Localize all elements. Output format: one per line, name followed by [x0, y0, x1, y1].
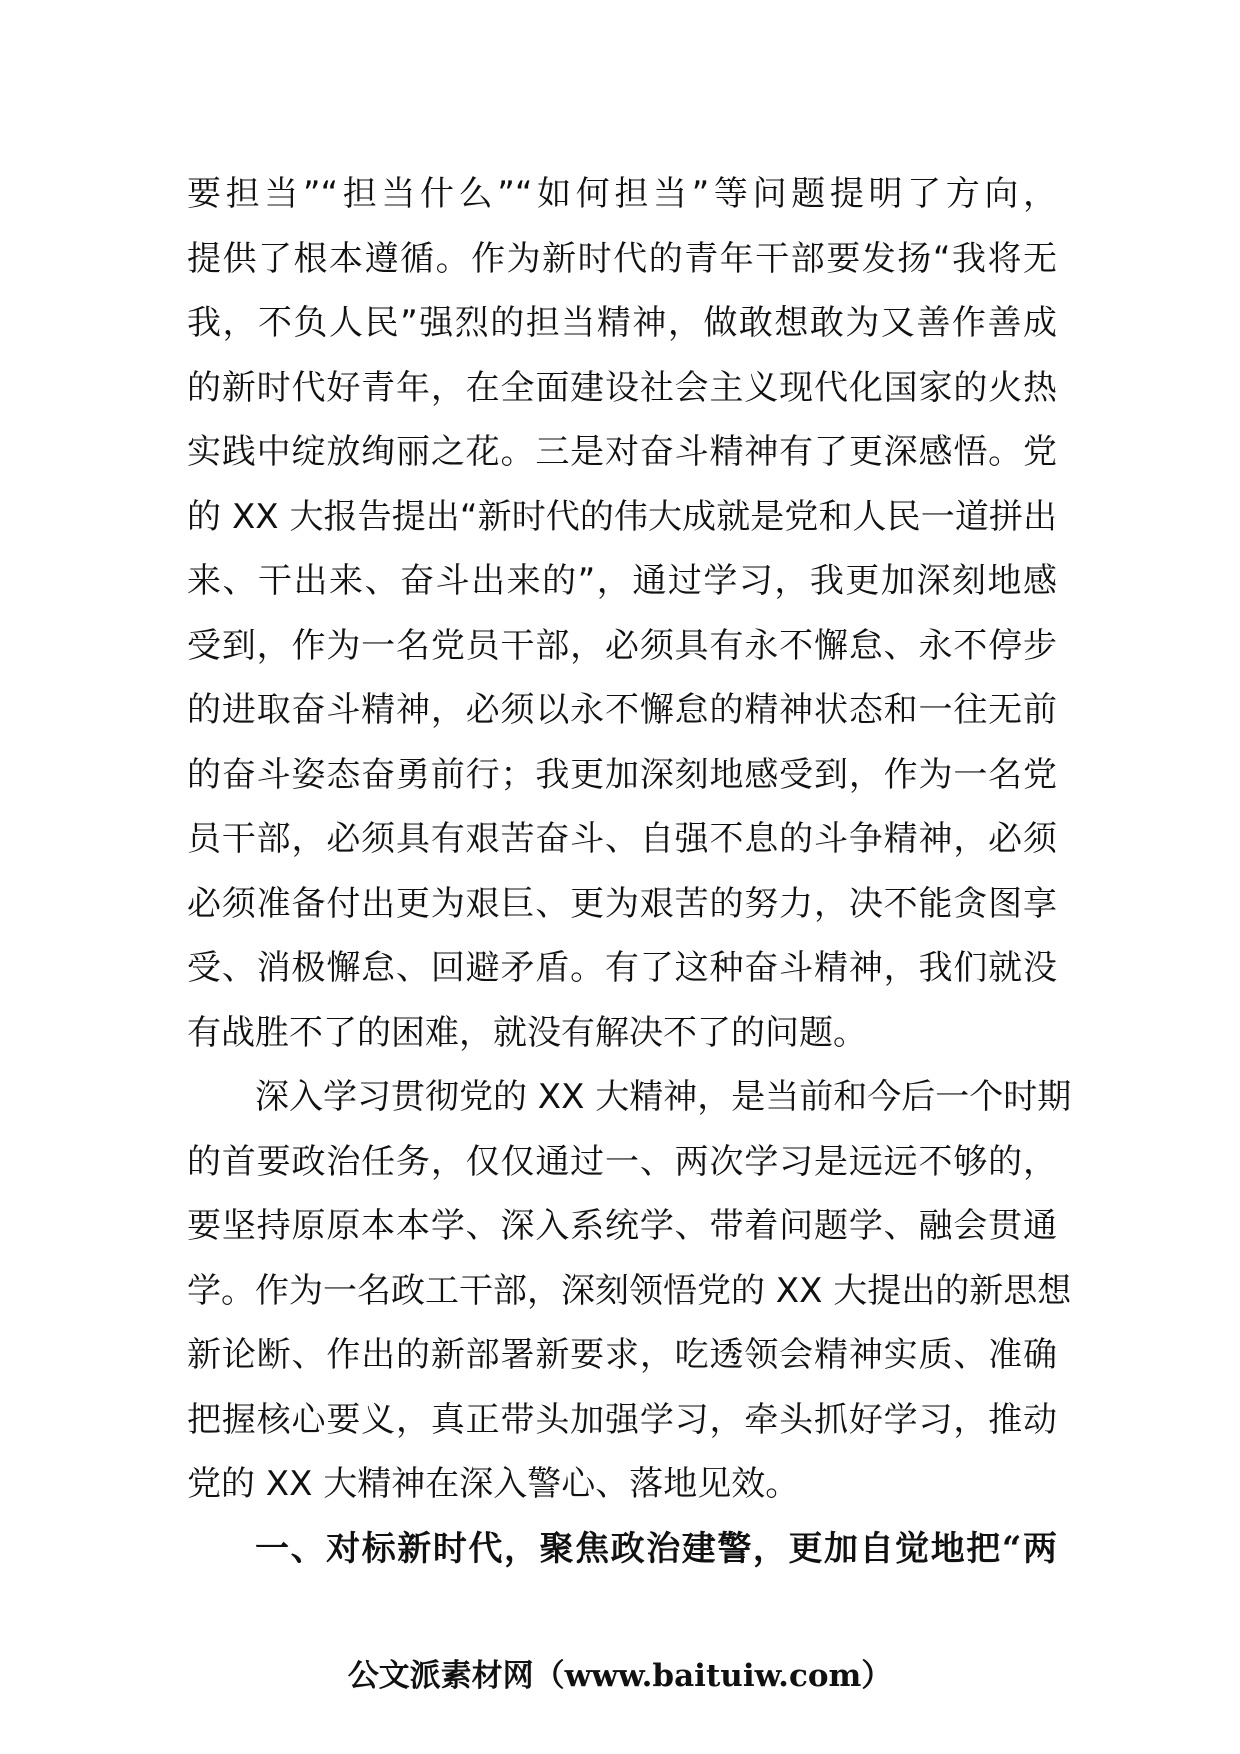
paragraph-line: 必须准备付出更为艰巨、更为艰苦的努力，决不能贪图享: [187, 883, 1057, 924]
section-heading-text: 一、对标新时代，聚焦政治建警，更加自觉地把“两: [255, 1528, 1057, 1569]
document-body: [187, 162, 1072, 1581]
paragraph-line: 党的 XX 大精神在深入警心、落地见效。: [187, 1464, 800, 1504]
paragraph-line: 学。作为一名政工干部，深刻领悟党的 XX 大提出的新思想: [187, 1270, 1072, 1311]
paragraph-line: 员干部，必须具有艰苦奋斗、自强不息的斗争精神，必须: [187, 819, 1057, 859]
section-heading: [187, 1517, 1057, 1582]
paragraph-line: 来、干出来、奋斗出来的”，通过学习，我更加深刻地感: [187, 561, 1057, 601]
paragraph-2: [187, 1065, 1072, 1517]
paragraph-line: 要坚持原原本本学、深入系统学、带着问题学、融会贯通: [187, 1206, 1057, 1246]
paragraph-line: 受、消极懈怠、回避矛盾。有了这种奋斗精神，我们就没: [187, 948, 1057, 988]
paragraph-line: 有战胜不了的困难，就没有解决不了的问题。: [187, 1012, 867, 1053]
paragraph-line: 新论断、作出的新部署新要求，吃透领会精神实质、准确: [187, 1335, 1057, 1375]
footer-watermark: 公文派素材网（www.baituiw.com）: [347, 1658, 893, 1694]
paragraph-1: [187, 162, 1057, 1065]
paragraph-line: 提供了根本遵循。作为新时代的青年干部要发扬“我将无: [187, 238, 1057, 279]
paragraph-line: 把握核心要义，真正带头加强学习，牵头抓好学习，推动: [187, 1399, 1057, 1440]
paragraph-line: 的新时代好青年，在全面建设社会主义现代化国家的火热: [187, 367, 1057, 408]
paragraph-line: 的 XX 大报告提出“新时代的伟大成就是党和人民一道拼出: [187, 496, 1057, 537]
paragraph-line: 深入学习贯彻党的 XX 大精神，是当前和今后一个时期: [255, 1077, 1072, 1117]
paragraph-line: 的奋斗姿态奋勇前行；我更加深刻地感受到，作为一名党: [187, 754, 1057, 795]
paragraph-line: 实践中绽放绚丽之花。三是对奋斗精神有了更深感悟。党: [187, 432, 1057, 472]
paragraph-line: 受到，作为一名党员干部，必须具有永不懈怠、永不停步: [187, 625, 1057, 666]
paragraph-line: 的首要政治任务，仅仅通过一、两次学习是远远不够的，: [187, 1141, 1057, 1182]
paragraph-line: 我，不负人民”强烈的担当精神，做敢想敢为又善作善成: [187, 303, 1057, 343]
paragraph-line: 的进取奋斗精神，必须以永不懈怠的精神状态和一往无前: [187, 690, 1057, 730]
paragraph-line: 要担当”“担当什么”“如何担当”等问题提明了方向，: [187, 174, 1057, 214]
